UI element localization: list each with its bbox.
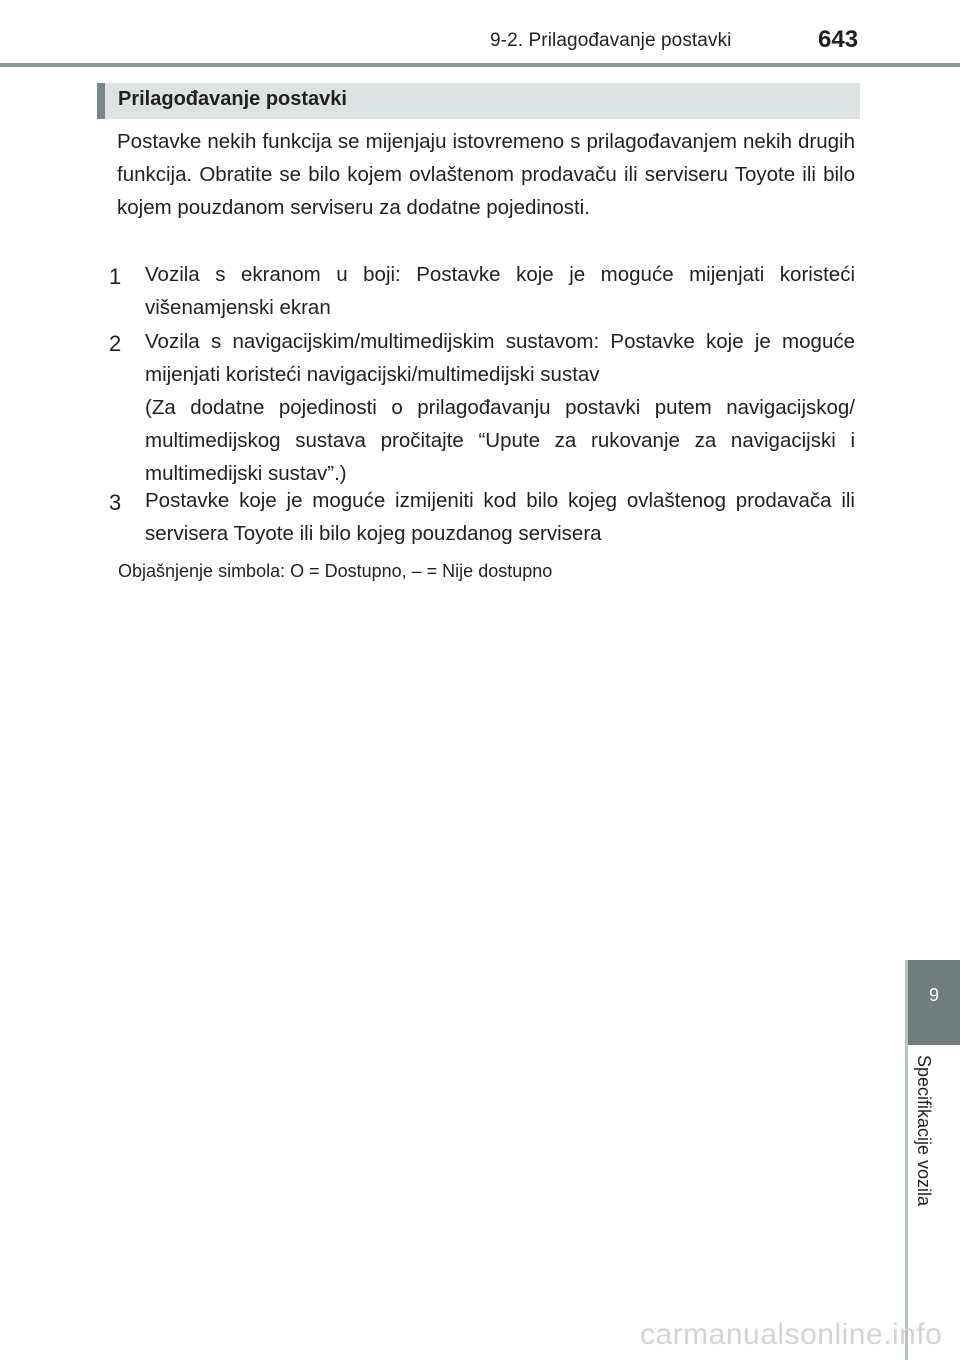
symbol-legend: Objašnjenje simbola: O = Dostupno, – = Nije dostupno: [118, 561, 553, 581]
page-number: 643: [818, 26, 859, 53]
header-divider: [0, 63, 960, 67]
chapter-tab-label: Specifikacije vozila: [914, 1055, 934, 1207]
item-number-2: 2: [109, 331, 122, 356]
section-title: Prilagođavanje postavki: [118, 88, 347, 110]
item-number-1: 1: [109, 264, 122, 289]
item-text-2-main: Vozila s navigacijskim/multimedijskim sustavom: Postavke koje je moguće mijenjati koristeći navigacijski/multimedijski sustav: [145, 330, 855, 386]
item-text-2-note: (Za dodatne pojedinosti o prilagođavanju postavki putem navigacijskog/ multimedijskog sustava pročitajte “Upute za rukovanje za navigacijski i multimedijski sustav”.): [145, 396, 855, 485]
chapter-tab-number: 9: [928, 985, 939, 1005]
chapter-title: 9-2. Prilagođavanje postavki: [490, 30, 732, 51]
item-number-3: 3: [109, 490, 122, 515]
section-heading-accent: [97, 83, 105, 119]
item-text-3: Postavke koje je moguće izmijeniti kod bilo kojeg ovlaštenog prodavača ili servisera Toyote ili bilo kojeg pouzdanog servisera: [145, 489, 855, 545]
item-text-2: [145, 325, 855, 490]
item-text-1: Vozila s ekranom u boji: Postavke koje je moguće mijenjati koristeći višenamjenski ekran: [145, 263, 855, 319]
watermark: carmanualsonline.info: [640, 1318, 943, 1351]
intro-paragraph: Postavke nekih funkcija se mijenjaju istovremeno s prilagođavanjem nekih drugih funkcija. Obratite se bilo kojem ovlaštenom prodavaču ili serviseru Toyote ili bilo kojem pouzdanom serviseru za dodatne pojedinosti.: [117, 130, 855, 219]
